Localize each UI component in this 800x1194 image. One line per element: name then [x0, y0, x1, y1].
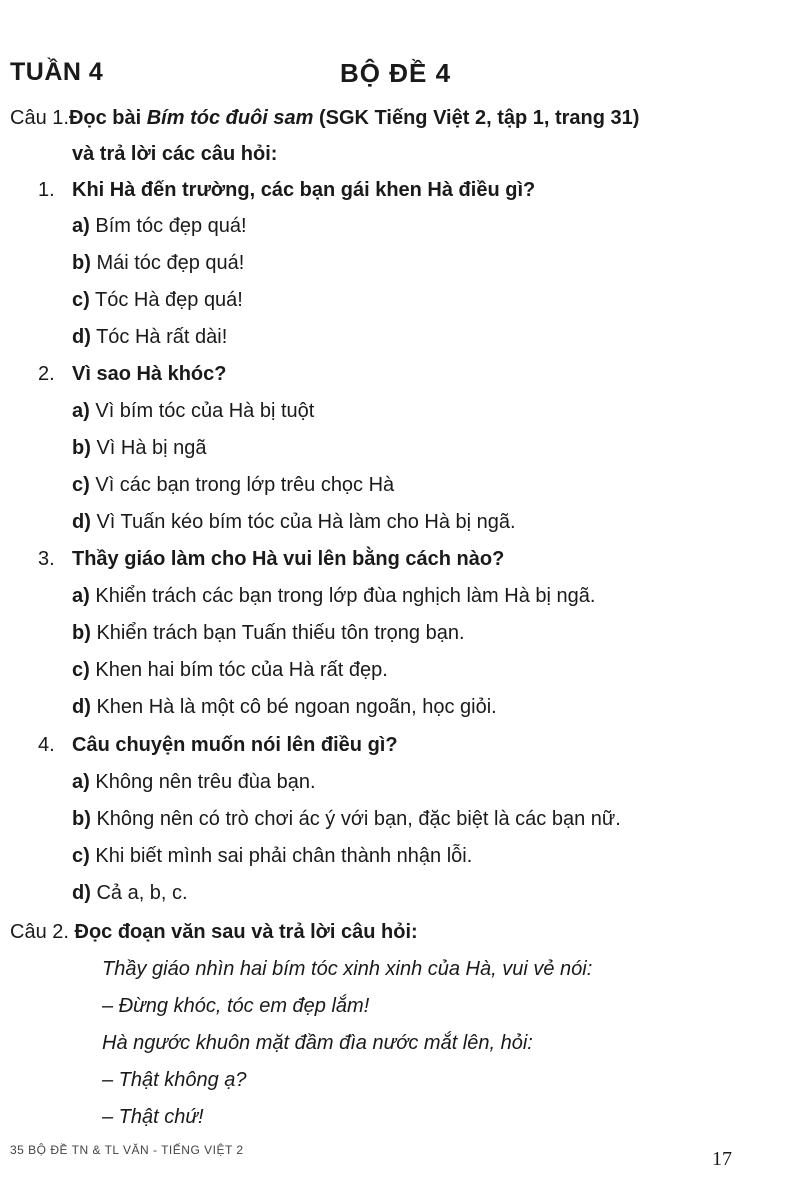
option-text: Vì Hà bị ngã	[90, 437, 207, 459]
option-letter: b)	[72, 437, 91, 459]
option-text: Bím tóc đẹp quá!	[89, 215, 247, 237]
option-letter: d)	[72, 326, 91, 348]
option	[72, 808, 621, 830]
cau1-intro-after: (SGK Tiếng Việt 2, tập 1, trang 31)	[313, 107, 640, 129]
option	[72, 289, 243, 311]
option	[72, 437, 207, 459]
option	[72, 326, 227, 348]
option-text: Không nên có trò chơi ác ý với bạn, đặc biệt là các bạn nữ.	[90, 808, 621, 830]
option-letter: a)	[72, 400, 90, 422]
option	[72, 400, 314, 422]
option-text: Khiển trách bạn Tuấn thiếu tôn trọng bạn.	[90, 622, 465, 644]
option-letter: d)	[72, 696, 91, 718]
cau1-intro	[10, 107, 639, 129]
question-1	[38, 179, 535, 201]
cau2-heading	[10, 921, 418, 943]
option-text: Tóc Hà đẹp quá!	[89, 289, 243, 311]
option	[72, 511, 516, 533]
option	[72, 845, 472, 867]
option	[72, 215, 247, 237]
question-text: Câu chuyện muốn nói lên điều gì?	[72, 734, 398, 756]
option-text: Khen Hà là một cô bé ngoan ngoãn, học giỏi.	[90, 696, 497, 718]
option	[72, 622, 465, 644]
passage-line: – Thật chứ!	[102, 1106, 204, 1128]
story-title: Bím tóc đuôi sam	[146, 107, 314, 129]
passage-line: Thầy giáo nhìn hai bím tóc xinh xinh của Hà, vui vẻ nói:	[102, 958, 593, 980]
week-label: TUẦN 4	[10, 58, 104, 86]
passage-line: – Đừng khóc, tóc em đẹp lắm!	[102, 995, 370, 1017]
question-text: Vì sao Hà khóc?	[72, 363, 227, 385]
cau1-label: Câu 1.	[10, 107, 69, 129]
option	[72, 882, 188, 904]
option	[72, 252, 244, 274]
option-text: Tóc Hà rất dài!	[90, 326, 228, 348]
option-letter: a)	[72, 585, 90, 607]
question-number: 1.	[38, 179, 55, 201]
option-text: Vì bím tóc của Hà bị tuột	[89, 400, 315, 422]
option	[72, 585, 595, 607]
passage-line: Hà ngước khuôn mặt đầm đìa nước mắt lên, hỏi:	[102, 1032, 533, 1054]
question-2	[38, 363, 227, 385]
question-text: Khi Hà đến trường, các bạn gái khen Hà điều gì?	[72, 179, 536, 201]
option	[72, 771, 316, 793]
option-letter: a)	[72, 771, 90, 793]
question-number: 4.	[38, 734, 55, 756]
cau2-text: Đọc đoạn văn sau và trả lời câu hỏi:	[68, 921, 418, 943]
cau1-intro-before: Đọc bài	[68, 107, 147, 129]
footer-book-title: 35 BỘ ĐỀ TN & TL VĂN - TIẾNG VIỆT 2	[10, 1143, 244, 1157]
option-letter: c)	[72, 845, 90, 867]
option-letter: b)	[72, 622, 91, 644]
option-text: Vì các bạn trong lớp trêu chọc Hà	[89, 474, 395, 496]
question-number: 3.	[38, 548, 55, 570]
option-letter: c)	[72, 474, 90, 496]
set-title: BỘ ĐỀ 4	[340, 58, 452, 88]
option-letter: b)	[72, 808, 91, 830]
question-number: 2.	[38, 363, 55, 385]
option-letter: c)	[72, 289, 90, 311]
option-text: Khiển trách các bạn trong lớp đùa nghịch làm Hà bị ngã.	[89, 585, 596, 607]
question-text: Thầy giáo làm cho Hà vui lên bằng cách nào?	[72, 548, 505, 570]
page-header	[10, 58, 790, 98]
passage-line: – Thật không ạ?	[102, 1069, 247, 1091]
option	[72, 474, 394, 496]
option-text: Cả a, b, c.	[90, 882, 188, 904]
cau1-intro-line2: và trả lời các câu hỏi:	[72, 143, 278, 165]
option	[72, 659, 388, 681]
option-text: Khi biết mình sai phải chân thành nhận lỗi.	[89, 845, 473, 867]
option-letter: c)	[72, 659, 90, 681]
option-text: Không nên trêu đùa bạn.	[89, 771, 316, 793]
page-number: 17	[712, 1148, 732, 1170]
question-3	[38, 548, 504, 570]
cau2-label: Câu 2.	[10, 921, 69, 943]
option-text: Khen hai bím tóc của Hà rất đẹp.	[89, 659, 388, 681]
option-letter: d)	[72, 882, 91, 904]
option-letter: a)	[72, 215, 90, 237]
option	[72, 696, 497, 718]
option-text: Mái tóc đẹp quá!	[90, 252, 245, 274]
question-4	[38, 734, 398, 756]
option-letter: b)	[72, 252, 91, 274]
option-letter: d)	[72, 511, 91, 533]
option-text: Vì Tuấn kéo bím tóc của Hà làm cho Hà bị ngã.	[90, 511, 516, 533]
